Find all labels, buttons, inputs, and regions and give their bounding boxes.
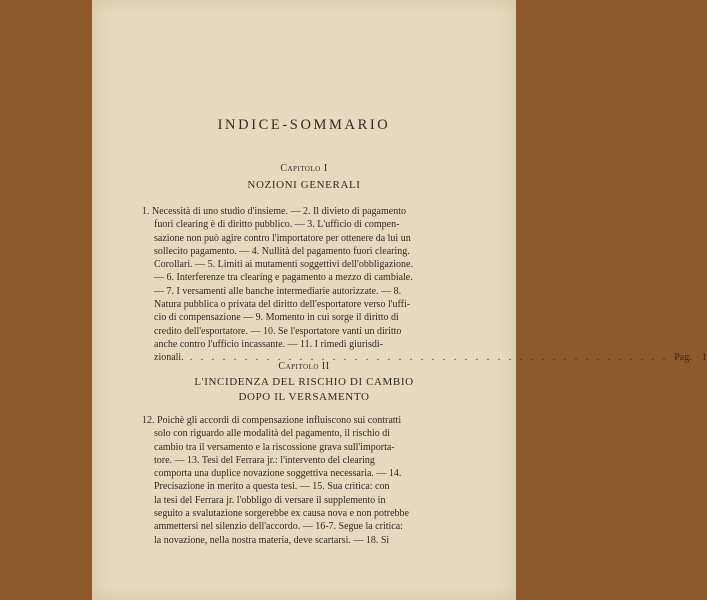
summary-line: 12. Poichè gli accordi di compensazione influiscono sui contratti [142, 415, 402, 426]
summary-line: sollecito pagamento. — 4. Nullità del pagamento fuori clearing. [154, 245, 410, 257]
summary-line: Precisazione in merito a questa tesi. — 15. Sua critica: con [154, 481, 390, 493]
summary-line: solo con riguardo alle modalità del pagamento, il rischio di [154, 428, 391, 440]
dot-leader: . . . . . . . . . . . . . . . . . . . . . . . . . . . . . . . . . . . . . . . . . . . . [189, 352, 669, 364]
book-page [92, 0, 707, 600]
summary-line: cambio tra il versamento e la riscossione grava sull'importa- [154, 441, 395, 453]
page-number: 1 [701, 352, 707, 364]
summary-line: Natura pubblica o privata del diritto dell'esportatore verso l'uffi- [154, 299, 411, 311]
chapter-1-title: NOZIONI GENERALI [247, 179, 361, 191]
summary-line: Corollari. — 5. Limiti ai mutamenti soggettivi dell'obbligazione. [154, 259, 413, 271]
summary-line: anche contro l'ufficio incassante. — 11. I rimedi giurisdi- [154, 338, 383, 350]
summary-line: — 6. Interferenze tra clearing e pagamento a mezzo di cambiale. [154, 272, 413, 284]
summary-line: 1. Necessità di uno studio d'insieme. — 2. Il divieto di pagamento [142, 206, 406, 217]
chapter-2-title-line-1: L'INCIDENZA DEL RISCHIO DI CAMBIO [194, 376, 414, 388]
summary-line: ammettersi nel silenzio dell'accordo. — 16-7. Segue la critica: [154, 521, 403, 533]
chapter-2-number: Capitolo II [278, 361, 330, 372]
summary-line: sazione non può agire contro l'importatore per ottenere da lui un [154, 232, 411, 244]
summary-line: la tesi del Ferrara jr. l'obbligo di versare il supplemento in [154, 494, 386, 506]
page-title: INDICE-SOMMARIO [217, 117, 391, 133]
summary-line: — 7. I versamenti alle banche intermediarie autorizzate. — 8. [154, 285, 402, 297]
summary-line: tore. — 13. Tesi del Ferrara jr.: l'intervento del clearing [154, 454, 375, 466]
summary-line: cio di compensazione — 9. Momento in cui sorge il diritto di [154, 312, 399, 324]
chapter-2-summary [142, 414, 508, 547]
chapter-2-title-line-2: DOPO IL VERSAMENTO [238, 391, 370, 403]
page-reference [674, 351, 707, 364]
summary-line: zionali. [154, 352, 184, 364]
summary-line: la novazione, nella nostra materia, deve scartarsi. — 18. Si [154, 534, 390, 546]
chapter-1-summary [142, 205, 707, 365]
summary-line: comporta una duplice novazione soggettiva necessaria. — 14. [154, 468, 402, 480]
page-label: Pag. [674, 352, 692, 364]
summary-line: fuori clearing è di diritto pubblico. — 3. L'ufficio di compen- [154, 219, 400, 231]
chapter-1-number: Capitolo I [280, 163, 328, 174]
summary-line: seguito a svalutazione sorgerebbe ex causa nova e non potrebbe [154, 508, 409, 520]
summary-line: credito dell'esportatore. — 10. Se l'esportatore vanti un diritto [154, 325, 402, 337]
